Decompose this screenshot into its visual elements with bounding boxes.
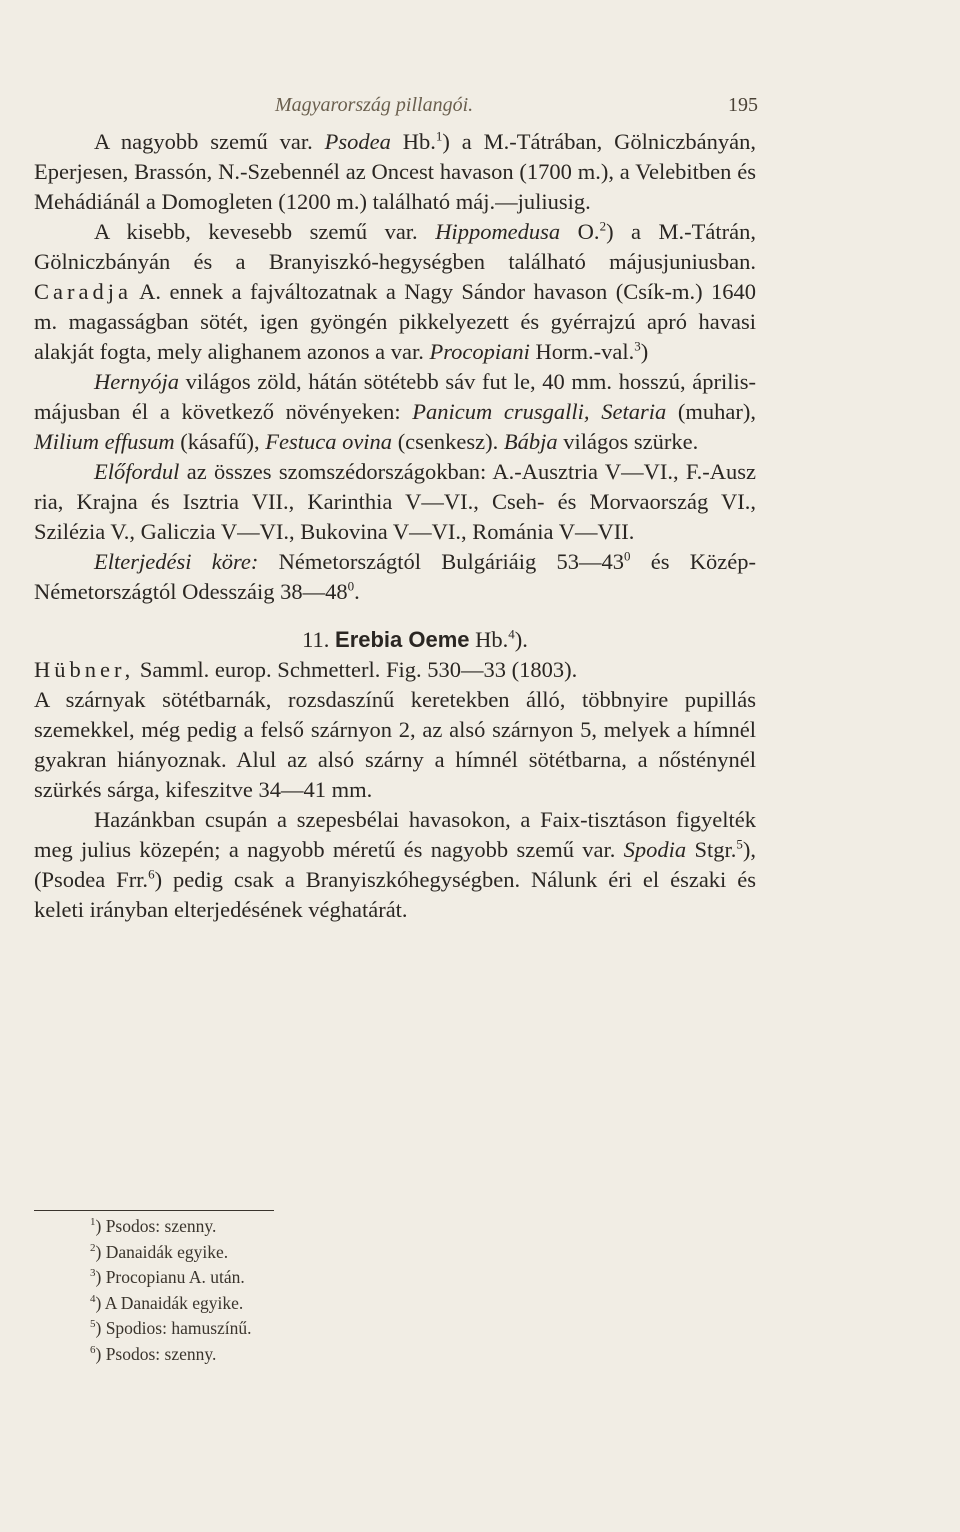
text-run: ). bbox=[514, 627, 528, 652]
footnote-text: ) Spodios: hamuszínű. bbox=[95, 1318, 252, 1338]
footnote-mark: 5 bbox=[90, 1318, 96, 1331]
text-run: A. ennek a fajváltozatnak a Nagy Sándor havason (Csík-m.) 1640 m. magasságban sötét, igen gyöngén pikkelyezett és gyérrajzú apró havasi alakját fogta, mely alighanem azonos a var. bbox=[34, 279, 756, 364]
running-title: Magyarország pillangói. bbox=[275, 94, 474, 116]
text-run: ), (Psodea Frr. bbox=[34, 837, 756, 892]
footnote bbox=[90, 1214, 490, 1240]
footnote-mark: 3 bbox=[90, 1267, 96, 1280]
species-number: 11. bbox=[302, 627, 330, 652]
taxon-name: Hippomedusa bbox=[435, 219, 561, 244]
footnote-text: ) Danaidák egyike. bbox=[95, 1241, 229, 1262]
footnote-mark: 6 bbox=[90, 1343, 96, 1356]
footnote-mark: 4 bbox=[90, 1292, 96, 1305]
term-label: Hernyója bbox=[94, 369, 179, 394]
footnote-mark: 1 bbox=[90, 1216, 96, 1229]
section-gap bbox=[34, 607, 756, 625]
text-run: . bbox=[354, 579, 360, 604]
footnote-text: ) Psodos: szenny. bbox=[95, 1216, 217, 1236]
text-run: (kásafű), bbox=[174, 429, 266, 454]
term-label: Előfordul bbox=[94, 459, 180, 484]
taxon-name: Procopiani bbox=[429, 339, 530, 364]
text-run bbox=[590, 399, 602, 424]
text-run: ) a M.-Tátrában, Gölniczbányán, Eperjesen, Brassón, N.-Szebennél az Oncest havason (1700 m.), a Velebitben és Mehádiánál a Domogleten (1200 m.) található máj.—juliusig. bbox=[34, 129, 757, 214]
text-run: ) a M.-Tátrán, Gölniczbányán és a Branyiszkó-hegységben található májusjuniusban. bbox=[34, 219, 756, 274]
paragraph-hippomedusa bbox=[34, 217, 756, 367]
taxon-name: Spodia bbox=[623, 837, 687, 862]
page-header bbox=[0, 94, 960, 124]
text-run: (muhar), bbox=[666, 399, 757, 424]
paragraph-distribution bbox=[34, 547, 756, 607]
footnote-text: ) Procopianu A. után. bbox=[95, 1267, 245, 1287]
footnote-ref: 5 bbox=[736, 836, 743, 852]
text-run: Stgr. bbox=[686, 837, 737, 862]
text-run: az összes szomszédországokban: A.-Ausztria V—VI., F.-Ausz ria, Krajna és Isztria VII., Karinthia V—VI., Cseh- és Morvaország VI., Szilézia V., Galiczia V—VI., Bukovina V—VI., Románia V—VII. bbox=[34, 459, 756, 544]
footnote-ref: 3 bbox=[634, 338, 641, 354]
text-run: Samml. europ. Schmetterl. Fig. 530—33 (1803). bbox=[134, 657, 578, 682]
taxon-name: Psodea bbox=[324, 129, 391, 154]
text-run: A kisebb, kevesebb szemű var. bbox=[94, 219, 436, 244]
term-label: Elterjedési köre: bbox=[94, 549, 259, 574]
footnote-mark: 2 bbox=[90, 1241, 96, 1254]
taxon-name: Festuca ovina bbox=[265, 429, 393, 454]
paragraph-reference bbox=[34, 655, 756, 685]
text-run: világos szürke. bbox=[557, 429, 699, 454]
taxon-name: Setaria bbox=[601, 399, 667, 424]
body-text bbox=[34, 127, 756, 925]
text-run: Németországtól Bulgáriáig 53—43 bbox=[258, 549, 625, 574]
footnotes bbox=[90, 1214, 490, 1367]
paragraph-description bbox=[34, 685, 756, 805]
degree-mark: 0 bbox=[347, 578, 355, 594]
paragraph-caterpillar bbox=[34, 367, 756, 457]
taxon-name: Milium effusum bbox=[34, 429, 175, 454]
footnote-ref: 6 bbox=[148, 866, 155, 882]
species-name: Erebia Oeme bbox=[335, 627, 470, 652]
taxon-name: Panicum crusgalli, bbox=[412, 399, 590, 424]
footnote-divider bbox=[34, 1210, 274, 1211]
text-run: A szárnyak sötétbarnák, rozsdaszínű keretekben álló, többnyire pupillás szemekkel, még pedig a felső szárnyon 2, az alsó szárnyon 5, melyek a hímnél gyakran hiányoznak. Alul az alsó szárny a hímnél sötétbarna, a nősténynél szürkés sárga, kifeszitve 34—41 mm. bbox=[34, 687, 756, 802]
footnote bbox=[90, 1240, 490, 1266]
footnote-text: ) Psodos: szenny. bbox=[95, 1343, 217, 1364]
author-name: Hübner, bbox=[34, 657, 135, 682]
paragraph-occurrence bbox=[34, 457, 756, 547]
species-heading bbox=[34, 625, 756, 655]
footnote bbox=[90, 1342, 490, 1368]
text-run: (csenkesz). bbox=[392, 429, 504, 454]
degree-mark: 0 bbox=[624, 548, 631, 564]
text-run: A nagyobb szemű var. bbox=[94, 129, 325, 154]
footnote-ref: 1 bbox=[435, 128, 443, 144]
footnote bbox=[90, 1265, 490, 1291]
text-run: Horm.-val. bbox=[529, 339, 635, 364]
footnote-text: ) A Danaidák egyike. bbox=[95, 1292, 244, 1313]
text-run: Hb. bbox=[390, 129, 436, 154]
species-author: Hb. bbox=[469, 627, 509, 652]
footnote bbox=[90, 1291, 490, 1317]
footnote-ref: 2 bbox=[599, 218, 607, 234]
footnote-ref: 4 bbox=[508, 626, 515, 642]
text-run: O. bbox=[560, 219, 600, 244]
author-name: Caradja bbox=[34, 279, 132, 304]
paragraph-psodea bbox=[34, 127, 756, 217]
text-run: világos zöld, hátán sötétebb sáv fut le, 40 mm. hosszú, április-májusban él a következő növényeken: bbox=[34, 369, 756, 424]
footnote bbox=[90, 1316, 490, 1342]
page-number: 195 bbox=[728, 94, 758, 116]
term-label: Bábja bbox=[503, 429, 558, 454]
text-run: ) bbox=[640, 339, 649, 364]
text-run: és Közép-Németországtól Odesszáig 38—48 bbox=[34, 549, 756, 604]
text-run: ) pedig csak a Branyiszkóhegységben. Nálunk éri el északi és keleti irányban elterjedésének véghatárát. bbox=[34, 867, 756, 922]
paragraph-hungary bbox=[34, 805, 756, 925]
text-run: Hazánkban csupán a szepesbélai havasokon, a Faix-tisztáson figyelték meg julius közepén; a nagyobb méretű és nagyobb szemű var. bbox=[34, 807, 756, 862]
